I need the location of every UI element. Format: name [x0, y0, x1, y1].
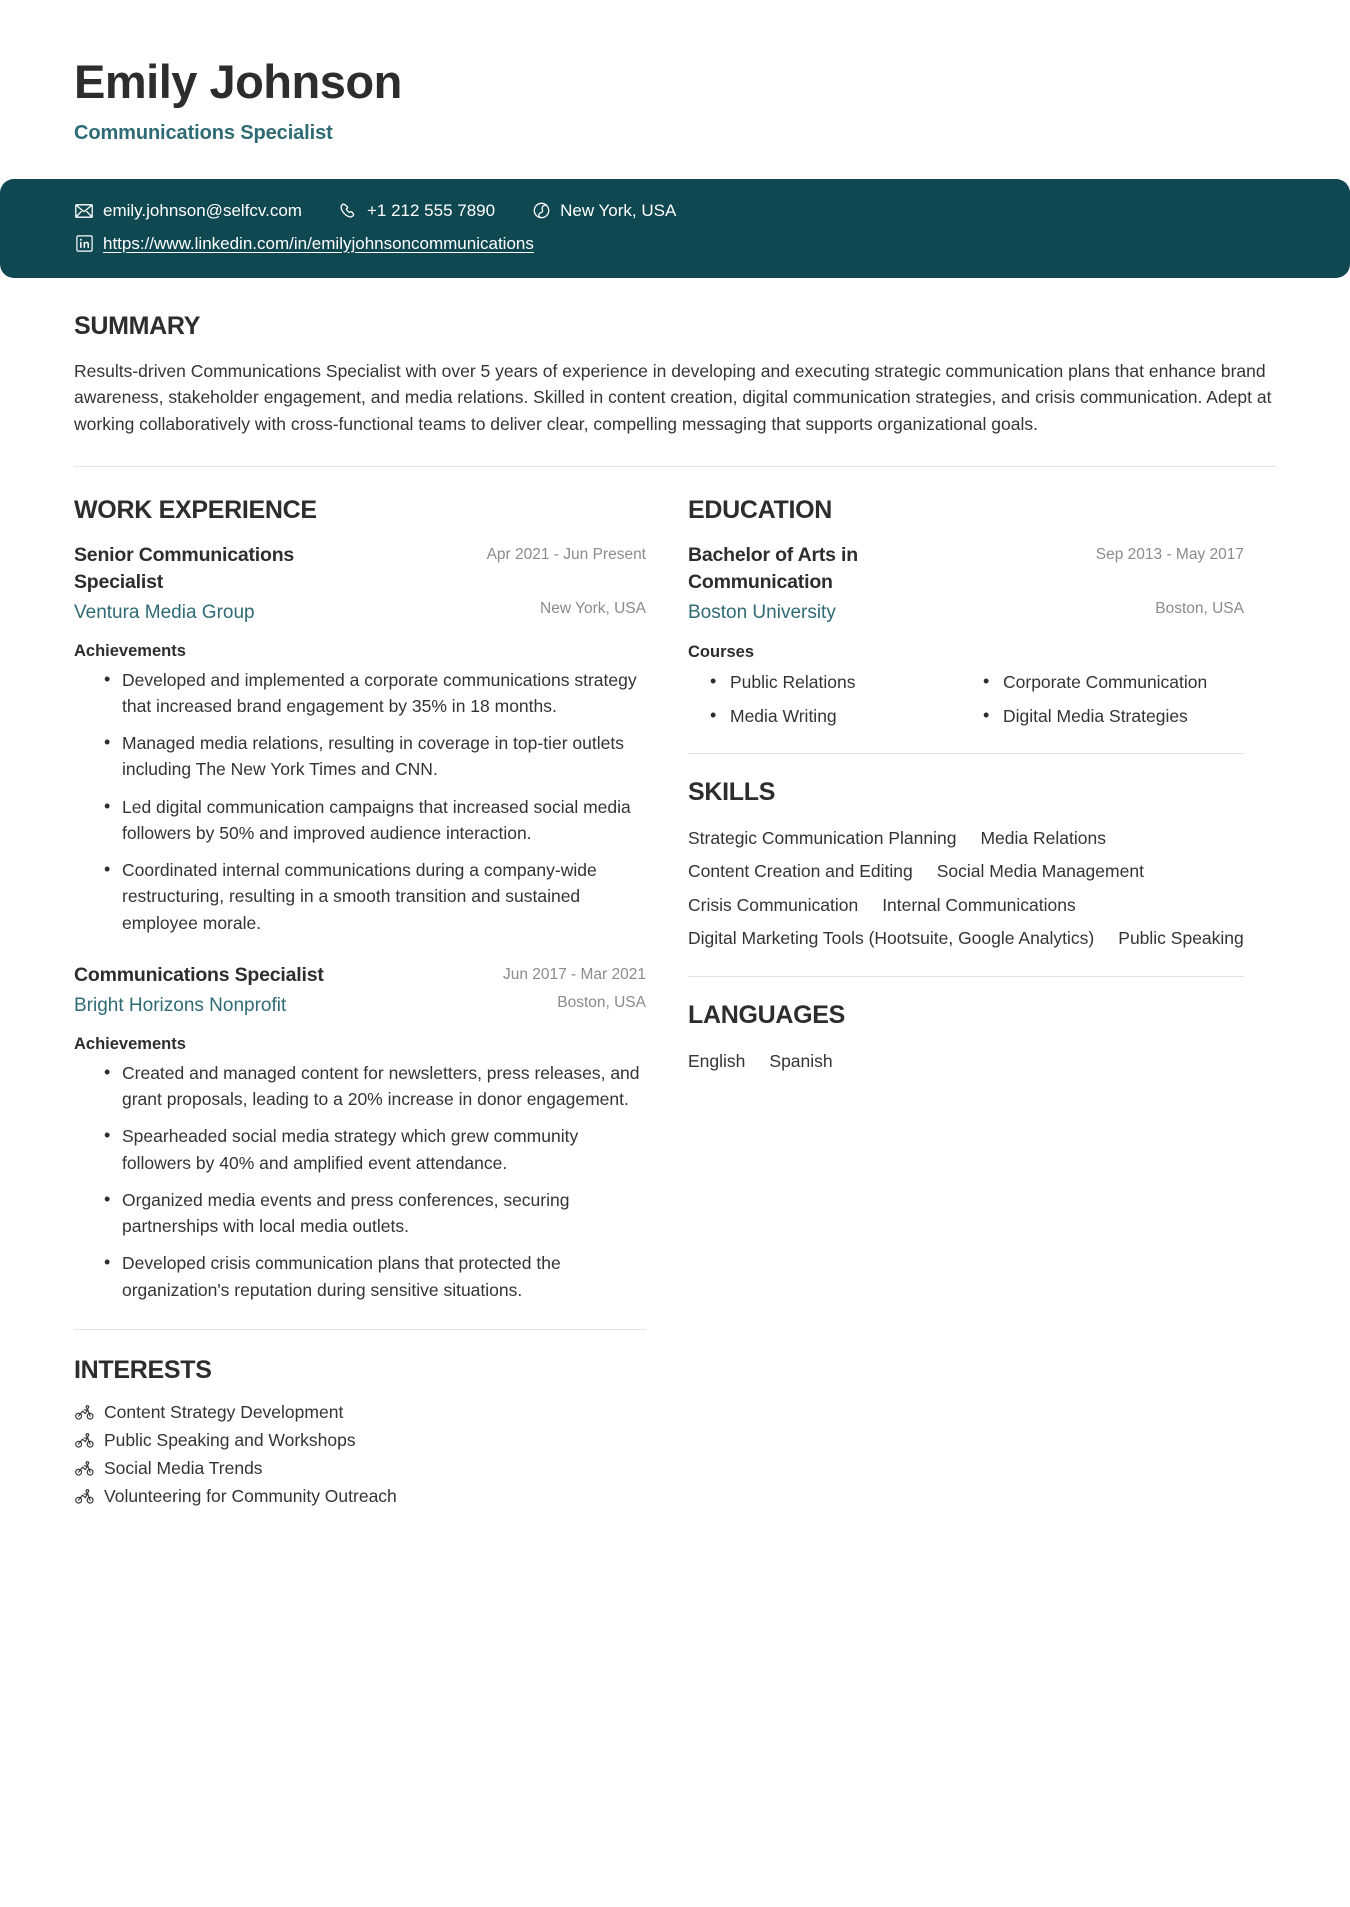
- skill-item: Media Relations: [980, 828, 1106, 849]
- education-degree: Bachelor of Arts in Communication: [688, 543, 858, 593]
- contact-bar: [0, 179, 1350, 278]
- globe-icon: [531, 201, 551, 221]
- skills-divider: [688, 976, 1244, 977]
- list-item: • Spearheaded social media strategy which grew community followers by 40% and amplified event attendance.: [104, 1123, 646, 1176]
- list-item: [74, 1486, 646, 1507]
- education-section: [688, 496, 1244, 729]
- skill-item: Social Media Management: [936, 861, 1144, 882]
- work-entry-titles: [74, 542, 475, 628]
- resume-header: [0, 0, 1350, 163]
- work-entry-meta: [503, 962, 646, 1012]
- skills-list: [688, 824, 1244, 952]
- work-experience-section-title: WORK EXPERIENCE: [74, 495, 317, 524]
- right-column: [688, 496, 1244, 1076]
- work-entry-head: [74, 962, 646, 1021]
- work-experience-section: [74, 496, 646, 1303]
- list-item: • Managed media relations, resulting in coverage in top-tier outlets including The New York Times and CNN.: [104, 730, 646, 783]
- interests-divider: [74, 1329, 646, 1330]
- summary-section: [74, 278, 1276, 467]
- education-entry: [688, 542, 1244, 729]
- work-entry-org: Ventura Media Group: [74, 602, 255, 624]
- contact-row-secondary: [74, 234, 1276, 254]
- interest-label: Content Strategy Development: [104, 1401, 344, 1422]
- bicycle-icon: [74, 1486, 95, 1507]
- contact-email-text: emily.johnson@selfcv.com: [103, 200, 302, 220]
- interest-label: Volunteering for Community Outreach: [104, 1485, 397, 1506]
- list-item: • Developed and implemented a corporate communications strategy that increased brand engagement by 35% in 18 months.: [104, 667, 646, 720]
- summary-text: Results-driven Communications Specialist with over 5 years of experience in developing and executing strategic communication plans that enhance brand awareness, stakeholder engagement, and media relations. Skilled in content creation, digital communication strategies, and crisis communication. Adept at working collaboratively with cross-functional teams to deliver clear, compelling messaging that supports organizational goals.: [74, 360, 1272, 435]
- bicycle-icon: [74, 1430, 95, 1451]
- skill-item: Digital Marketing Tools (Hootsuite, Google Analytics): [688, 928, 1095, 949]
- list-item: [74, 1402, 646, 1423]
- work-entry-date: Apr 2021 - Jun Present: [486, 545, 646, 563]
- course-item: • Digital Media Strategies: [983, 703, 1244, 729]
- work-entry-location: Boston, USA: [557, 993, 646, 1011]
- left-column: [74, 496, 646, 1554]
- contact-linkedin-text[interactable]: https://www.linkedin.com/in/emilyjohnsoncommunications: [103, 233, 534, 253]
- education-location: Boston, USA: [1155, 599, 1244, 617]
- work-entry: [74, 542, 646, 936]
- achievements-label: Achievements: [74, 641, 186, 660]
- interest-label: Public Speaking and Workshops: [104, 1429, 356, 1450]
- page-title: Emily Johnson: [74, 55, 402, 108]
- interests-section-title: INTERESTS: [74, 1355, 212, 1384]
- courses-grid: [688, 669, 1244, 730]
- two-column-layout: [74, 467, 1276, 1554]
- contact-row-primary: [74, 201, 1276, 221]
- resume-body: [0, 278, 1350, 1554]
- work-entry-role: Senior Communications Specialist: [74, 543, 295, 593]
- work-entry-meta: [487, 542, 646, 618]
- list-item: • Created and managed content for newsletters, press releases, and grant proposals, leading to a 20% increase in donor engagement.: [104, 1060, 646, 1113]
- education-entry-titles: [688, 542, 1084, 628]
- languages-section-title: LANGUAGES: [688, 1001, 846, 1030]
- contact-email[interactable]: [74, 201, 302, 221]
- linkedin-icon: [74, 234, 94, 254]
- skill-item: Internal Communications: [882, 894, 1076, 915]
- education-entry-head: [688, 542, 1244, 628]
- work-achievements-list: [74, 667, 646, 936]
- bicycle-icon: [74, 1458, 95, 1479]
- skill-item: Public Speaking: [1118, 928, 1244, 949]
- list-item: [74, 1458, 646, 1479]
- contact-location: [531, 201, 676, 221]
- list-item: • Developed crisis communication plans that protected the organization's reputation during sensitive situations.: [104, 1250, 646, 1303]
- language-item: Spanish: [769, 1051, 833, 1072]
- work-entry-location: New York, USA: [540, 599, 646, 617]
- interests-section: [74, 1356, 646, 1554]
- skills-section-title: SKILLS: [688, 778, 776, 807]
- education-date: Sep 2013 - May 2017: [1095, 545, 1244, 563]
- phone-icon: [338, 201, 358, 221]
- education-divider: [688, 753, 1244, 754]
- skill-item: Crisis Communication: [688, 894, 859, 915]
- work-entry-titles: [74, 962, 491, 1021]
- bicycle-icon: [74, 1402, 95, 1423]
- header-job-title: Communications Specialist: [74, 121, 333, 144]
- course-item: • Corporate Communication: [983, 669, 1244, 695]
- list-item: [74, 1430, 646, 1451]
- course-item: • Public Relations: [710, 669, 971, 695]
- contact-phone-text: +1 212 555 7890: [366, 200, 496, 220]
- list-item: • Led digital communication campaigns that increased social media followers by 50% and improved audience interaction.: [104, 794, 646, 847]
- list-item: • Coordinated internal communications during a company-wide restructuring, resulting in a smooth transition and sustained employee morale.: [104, 857, 646, 936]
- achievements-label: Achievements: [74, 1034, 186, 1053]
- work-entry: [74, 962, 646, 1303]
- language-item: English: [688, 1051, 746, 1072]
- education-entry-meta: [1096, 542, 1244, 618]
- list-item: • Organized media events and press conferences, securing partnerships with local media outlets.: [104, 1187, 646, 1240]
- work-entry-org: Bright Horizons Nonprofit: [74, 995, 287, 1017]
- envelope-icon: [74, 201, 94, 221]
- skills-section: [688, 778, 1244, 952]
- summary-section-title: SUMMARY: [74, 311, 201, 340]
- education-school: Boston University: [688, 602, 836, 624]
- contact-linkedin[interactable]: [74, 234, 534, 254]
- languages-list: [688, 1047, 1244, 1075]
- skill-item: Content Creation and Editing: [688, 861, 913, 882]
- work-entry-role: Communications Specialist: [74, 963, 324, 986]
- contact-phone[interactable]: [338, 201, 495, 221]
- work-entry-head: [74, 542, 646, 628]
- education-section-title: EDUCATION: [688, 495, 833, 524]
- contact-location-text: New York, USA: [560, 200, 677, 220]
- courses-label: Courses: [688, 642, 755, 661]
- languages-section: [688, 1001, 1244, 1075]
- skill-item: Strategic Communication Planning: [688, 828, 957, 849]
- work-entry-date: Jun 2017 - Mar 2021: [502, 965, 646, 983]
- course-item: • Media Writing: [710, 703, 971, 729]
- interest-label: Social Media Trends: [104, 1457, 263, 1478]
- work-achievements-list: [74, 1060, 646, 1303]
